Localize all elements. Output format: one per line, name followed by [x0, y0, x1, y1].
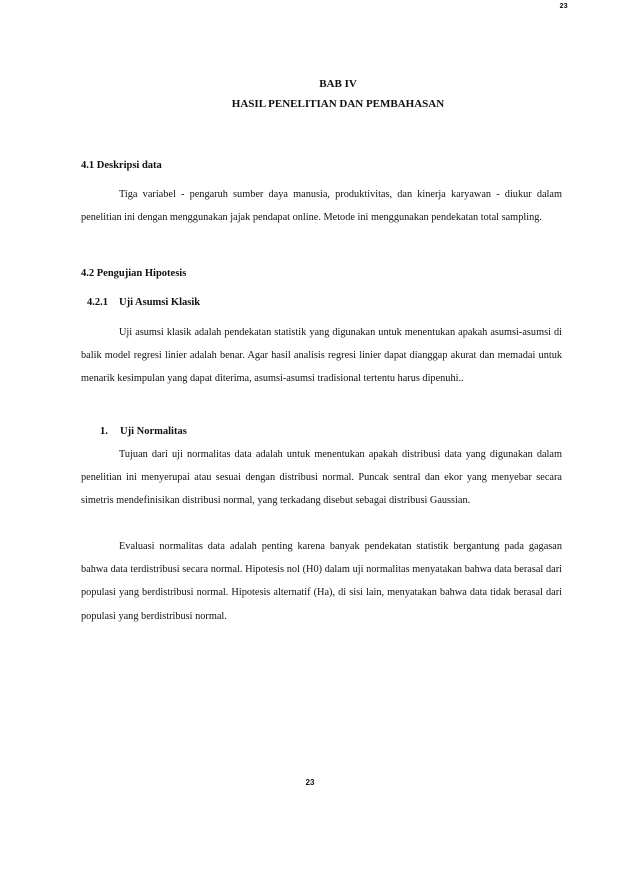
chapter-heading [0, 74, 620, 114]
paragraph-normalitas-2: Evaluasi normalitas data adalah penting karena banyak pendekatan statistik bergantung pada gagasan bahwa data terdistribusi secara normal. Hipotesis nol (H0) dalam uji normalitas menyatakan bahwa data berasal dari populasi yang berdistribusi normal. Hipotesis alternatif (Ha), di sisi lain, menyatakan bahwa data tidak berasal dari populasi yang berdistribusi normal. [81, 541, 562, 622]
page-number-bottom: 23 [305, 778, 315, 787]
paragraph-deskripsi-data: Tiga variabel - pengaruh sumber daya manusia, produktivitas, dan kinerja karyawan - diukur dalam penelitian ini dengan menggunakan jajak pendapat online. Metode ini menggunakan pendekatan total sampling. [81, 189, 562, 224]
paragraph-normalitas-1: Tujuan dari uji normalitas data adalah untuk menentukan apakah distribusi data yang digunakan dalam penelitian ini menyerupai atau sesuai dengan distribusi normal. Puncak sentral dan ekor yang menyebar secara simetris mendefinisikan distribusi normal, yang terkadang disebut sebagai distribusi Gaussian. [81, 449, 562, 507]
chapter-number: BAB IV [319, 78, 357, 90]
item-title: Uji Normalitas [120, 426, 187, 437]
section-heading-4-1: 4.1 Deskripsi data [81, 160, 162, 171]
subsection-heading-4-2-1 [87, 297, 200, 308]
chapter-title: HASIL PENELITIAN DAN PEMBAHASAN [231, 98, 445, 110]
subsection-number: 4.2.1 [87, 297, 108, 308]
section-heading-4-2: 4.2 Pengujian Hipotesis [81, 268, 187, 279]
page-number-top: 23 [559, 3, 568, 10]
item-number: 1. [100, 426, 108, 437]
subsection-title: Uji Asumsi Klasik [119, 297, 201, 308]
paragraph-uji-asumsi-klasik: Uji asumsi klasik adalah pendekatan statistik yang digunakan untuk menentukan apakah asumsi-asumsi di balik model regresi linier adalah benar. Agar hasil analisis regresi linier dapat dianggap akurat dan memadai untuk menarik kesimpulan yang dapat diterima, asumsi-asumsi tradisional tertentu harus dipenuhi.. [81, 327, 562, 385]
item-heading-uji-normalitas [100, 426, 187, 437]
